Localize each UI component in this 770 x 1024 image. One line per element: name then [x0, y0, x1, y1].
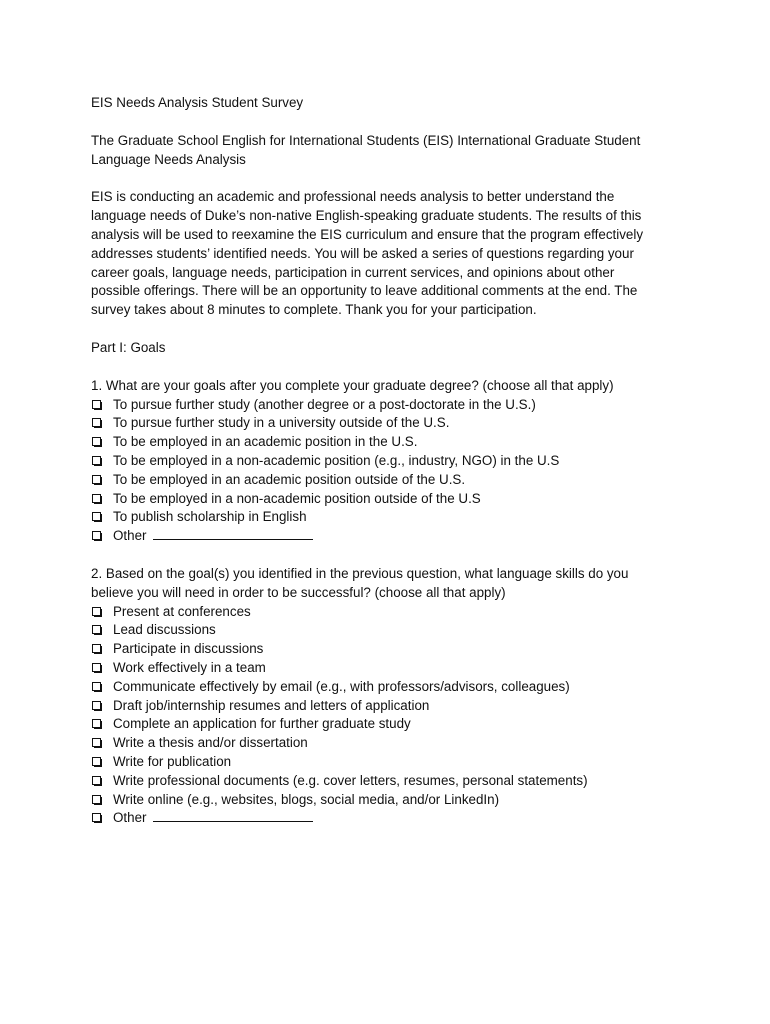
checkbox-icon[interactable] [92, 795, 101, 804]
checkbox-icon[interactable] [92, 682, 101, 691]
option-label: To pursue further study in a university outside of the U.S. [113, 415, 450, 431]
survey-document [91, 94, 691, 847]
survey-subtitle [91, 132, 691, 170]
checkbox-icon[interactable] [92, 719, 101, 728]
list-item[interactable] [91, 772, 691, 791]
list-item[interactable] [91, 697, 691, 716]
list-item[interactable] [91, 433, 691, 452]
checkbox-icon[interactable] [92, 531, 101, 540]
intro-line: survey takes about 8 minutes to complete. Thank you for your participation. [91, 302, 537, 318]
option-label: Write online (e.g., websites, blogs, social media, and/or LinkedIn) [113, 791, 500, 807]
checkbox-icon[interactable] [92, 738, 101, 747]
list-item[interactable] [91, 621, 691, 640]
list-item[interactable] [91, 490, 691, 509]
intro-line: addresses students’ identified needs. You will be asked a series of questions regarding your [91, 245, 634, 261]
option-label: To publish scholarship in English [113, 509, 307, 525]
option-label: Other [113, 528, 147, 544]
checkbox-icon[interactable] [92, 701, 101, 710]
checkbox-icon[interactable] [92, 625, 101, 634]
question-2-options [91, 603, 691, 829]
checkbox-icon[interactable] [92, 475, 101, 484]
checkbox-icon[interactable] [92, 813, 101, 822]
survey-intro [91, 188, 691, 320]
other-blank-line[interactable] [153, 809, 313, 822]
list-item[interactable] [91, 659, 691, 678]
checkbox-icon[interactable] [92, 400, 101, 409]
list-item[interactable] [91, 678, 691, 697]
checkbox-icon[interactable] [92, 494, 101, 503]
option-label: Communicate effectively by email (e.g., with professors/advisors, colleagues) [113, 678, 570, 694]
intro-line: possible offerings. There will be an opportunity to leave additional comments at the end. The [91, 283, 638, 299]
option-label: Other [113, 810, 147, 826]
checkbox-icon[interactable] [92, 757, 101, 766]
subtitle-line: The Graduate School English for International Students (EIS) International Graduate Student [91, 132, 641, 148]
option-label: To be employed in a non-academic position outside of the U.S [113, 490, 481, 506]
checkbox-icon[interactable] [92, 437, 101, 446]
other-blank-line[interactable] [153, 527, 313, 540]
checkbox-icon[interactable] [92, 663, 101, 672]
option-label: Participate in discussions [113, 641, 264, 657]
checkbox-icon[interactable] [92, 512, 101, 521]
intro-line: analysis will be used to reexamine the EIS curriculum and ensure that the program effectively [91, 226, 644, 242]
option-label: To be employed in an academic position in the U.S. [113, 434, 418, 450]
part-heading: Part I: Goals [91, 339, 166, 355]
list-item-other[interactable] [91, 527, 691, 546]
list-item[interactable] [91, 715, 691, 734]
option-label: Write for publication [113, 753, 232, 769]
checkbox-icon[interactable] [92, 776, 101, 785]
checkbox-icon[interactable] [92, 418, 101, 427]
list-item[interactable] [91, 734, 691, 753]
intro-line: language needs of Duke’s non-native English-speaking graduate students. The results of this [91, 208, 642, 224]
question-2-text: believe you will need in order to be successful? (choose all that apply) [91, 584, 506, 600]
option-label: Write professional documents (e.g. cover letters, resumes, personal statements) [113, 772, 588, 788]
list-item[interactable] [91, 471, 691, 490]
list-item[interactable] [91, 508, 691, 527]
question-1-text: 1. What are your goals after you complete your graduate degree? (choose all that apply) [91, 377, 614, 393]
question-1 [91, 377, 691, 396]
question-1-options [91, 396, 691, 546]
option-label: Write a thesis and/or dissertation [113, 735, 308, 751]
list-item[interactable] [91, 753, 691, 772]
option-label: Draft job/internship resumes and letters of application [113, 697, 430, 713]
option-label: To be employed in an academic position outside of the U.S. [113, 471, 466, 487]
list-item-other[interactable] [91, 809, 691, 828]
question-2 [91, 565, 691, 603]
subtitle-line: Language Needs Analysis [91, 151, 246, 167]
option-label: To pursue further study (another degree or a post-doctorate in the U.S.) [113, 396, 536, 412]
list-item[interactable] [91, 414, 691, 433]
checkbox-icon[interactable] [92, 644, 101, 653]
intro-line: EIS is conducting an academic and professional needs analysis to better understand the [91, 189, 615, 205]
list-item[interactable] [91, 603, 691, 622]
list-item[interactable] [91, 791, 691, 810]
option-label: Complete an application for further graduate study [113, 716, 411, 732]
intro-line: career goals, language needs, participation in current services, and opinions about other [91, 264, 615, 280]
question-2-text: 2. Based on the goal(s) you identified in the previous question, what language skills do you [91, 565, 629, 581]
list-item[interactable] [91, 640, 691, 659]
list-item[interactable] [91, 396, 691, 415]
checkbox-icon[interactable] [92, 456, 101, 465]
option-label: Lead discussions [113, 622, 216, 638]
list-item[interactable] [91, 452, 691, 471]
option-label: Present at conferences [113, 603, 251, 619]
checkbox-icon[interactable] [92, 607, 101, 616]
option-label: To be employed in a non-academic position (e.g., industry, NGO) in the U.S [113, 452, 560, 468]
survey-title: EIS Needs Analysis Student Survey [91, 95, 304, 110]
option-label: Work effectively in a team [113, 659, 266, 675]
